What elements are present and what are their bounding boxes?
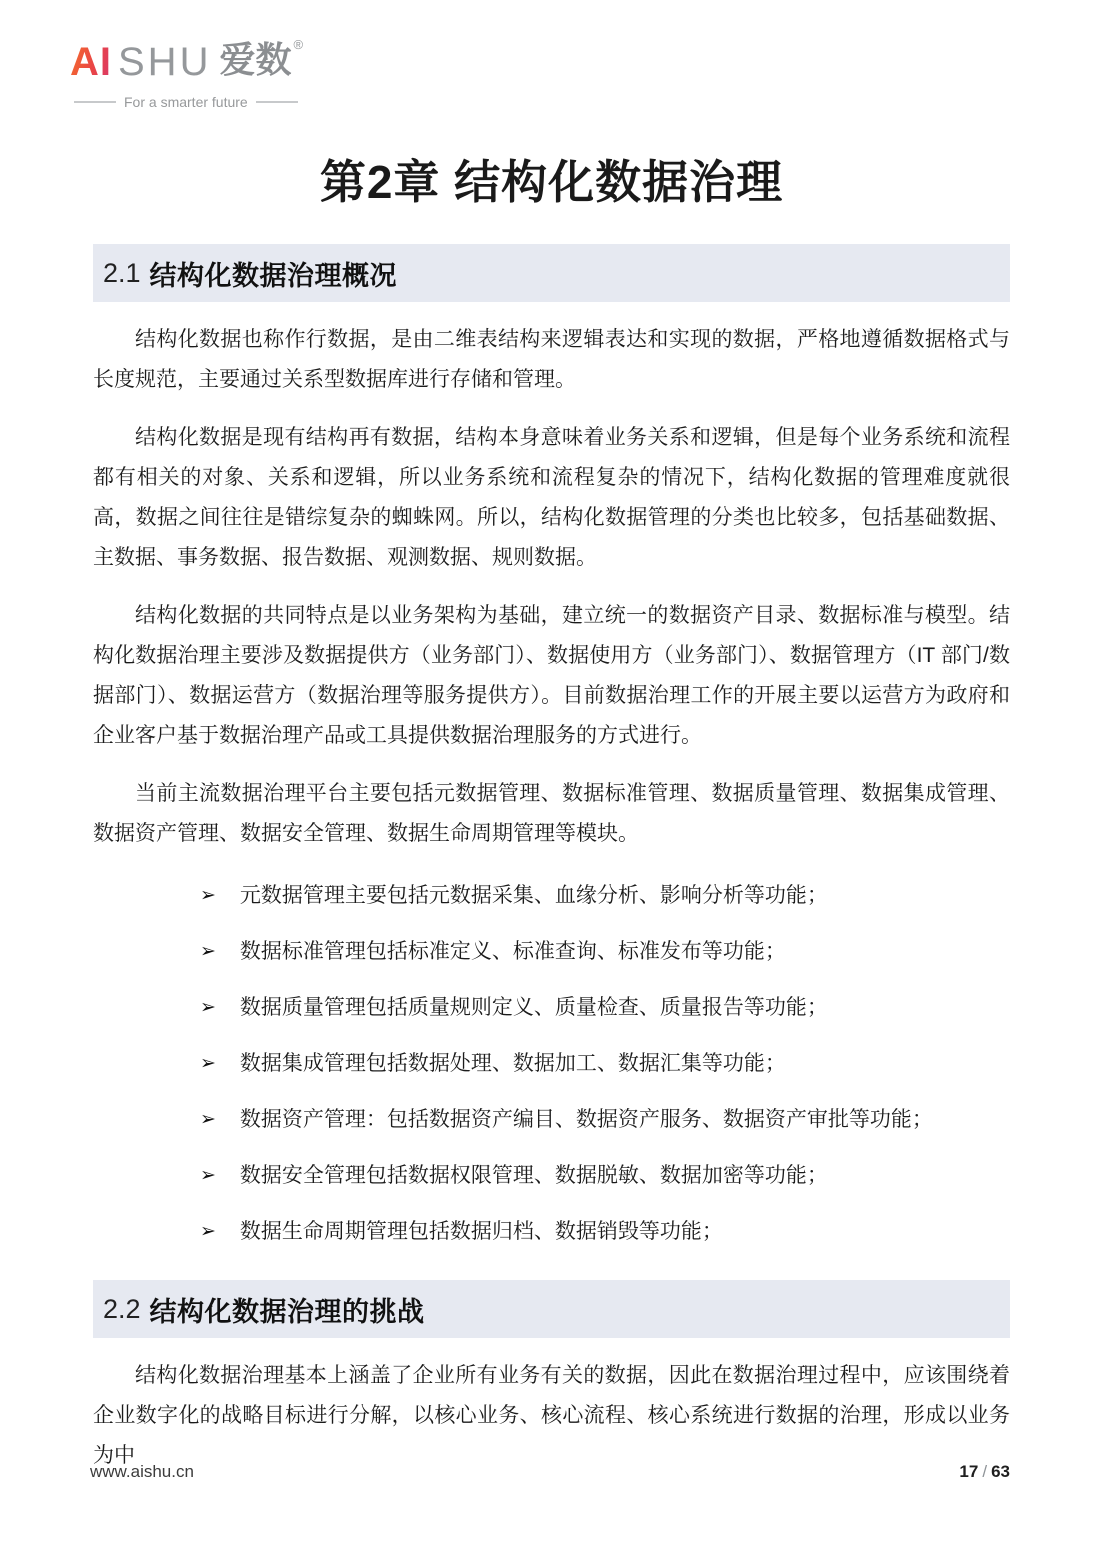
- logo-cn-text: 爱数: [219, 39, 292, 80]
- list-item: [200, 1100, 1010, 1140]
- list-item-text: 数据质量管理包括质量规则定义、质量检查、质量报告等功能；: [239, 996, 828, 1019]
- list-item-text: 数据标准管理包括标准定义、标准查询、标准发布等功能；: [239, 940, 786, 963]
- paragraph-5: 结构化数据治理基本上涵盖了企业所有业务有关的数据，因此在数据治理过程中，应该围绕着企业数字化的战略目标进行分解，以核心业务、核心流程、核心系统进行数据的治理，形成以业务为中: [93, 1364, 1010, 1467]
- arrowhead-bullet-icon: ➢: [200, 1221, 216, 1242]
- list-item-text: 数据资产管理：包括数据资产编目、数据资产服务、数据资产审批等功能；: [239, 1108, 933, 1131]
- section-number: 2.2: [103, 1293, 141, 1324]
- list-item: [200, 932, 1010, 972]
- page-footer: [90, 1462, 1010, 1482]
- chapter-title: 第2章 结构化数据治理: [319, 156, 784, 208]
- list-item-text: 数据安全管理包括数据权限管理、数据脱敏、数据加密等功能；: [239, 1164, 828, 1187]
- feature-bullet-list: [93, 876, 1010, 1252]
- page-number-separator: /: [982, 1462, 988, 1481]
- section-heading-2-2: [93, 1280, 1010, 1338]
- page-number-indicator: [959, 1462, 1010, 1482]
- list-item: [200, 1212, 1010, 1252]
- paragraph-3: 结构化数据的共同特点是以业务架构为基础，建立统一的数据资产目录、数据标准与模型。结构化数据治理主要涉及数据提供方（业务部门）、数据使用方（业务部门）、数据管理方（IT 部门/数据部门）、数据运营方（数据治理等服务提供方）。目前数据治理工作的开展主要以运营方为政府和企业客户基于数据治理产品或工具提供数据治理服务的方式进行。: [93, 604, 1010, 747]
- total-page-count: 63: [991, 1462, 1010, 1481]
- list-item-text: 元数据管理主要包括元数据采集、血缘分析、影响分析等功能；: [239, 884, 828, 907]
- document-content: [93, 0, 1010, 1476]
- logo-ai-text: AI: [70, 40, 112, 84]
- list-item-text: 数据生命周期管理包括数据归档、数据销毁等功能；: [239, 1220, 723, 1243]
- tagline-text: For a smarter future: [124, 94, 248, 110]
- logo-shu-text: SHU: [118, 40, 212, 84]
- section-number: 2.1: [103, 257, 141, 288]
- list-item-text: 数据集成管理包括数据处理、数据加工、数据汇集等功能；: [239, 1052, 786, 1075]
- arrowhead-bullet-icon: ➢: [200, 885, 216, 906]
- list-item: [200, 876, 1010, 916]
- paragraph-1: 结构化数据也称作行数据，是由二维表结构来逻辑表达和实现的数据，严格地遵循数据格式与长度规范，主要通过关系型数据库进行存储和管理。: [93, 328, 1010, 391]
- arrowhead-bullet-icon: ➢: [200, 1165, 216, 1186]
- arrowhead-bullet-icon: ➢: [200, 997, 216, 1018]
- section-heading-2-1: [93, 244, 1010, 302]
- section-title: 结构化数据治理的挑战: [149, 1296, 425, 1327]
- list-item: [200, 1044, 1010, 1084]
- section-title: 结构化数据治理概况: [149, 260, 398, 291]
- arrowhead-bullet-icon: ➢: [200, 941, 216, 962]
- current-page-number: 17: [959, 1462, 979, 1481]
- list-item: [200, 1156, 1010, 1196]
- footer-website-url: www.aishu.cn: [90, 1462, 194, 1481]
- paragraph-2: 结构化数据是现有结构再有数据，结构本身意味着业务关系和逻辑，但是每个业务系统和流程都有相关的对象、关系和逻辑，所以业务系统和流程复杂的情况下，结构化数据的管理难度就很高，数据之间往往是错综复杂的蜘蛛网。所以，结构化数据管理的分类也比较多，包括基础数据、主数据、事务数据、报告数据、观测数据、规则数据。: [93, 426, 1010, 569]
- arrowhead-bullet-icon: ➢: [200, 1053, 216, 1074]
- list-item: [200, 988, 1010, 1028]
- arrowhead-bullet-icon: ➢: [200, 1109, 216, 1130]
- registered-trademark-icon: ®: [293, 37, 304, 52]
- paragraph-4: 当前主流数据治理平台主要包括元数据管理、数据标准管理、数据质量管理、数据集成管理、数据资产管理、数据安全管理、数据生命周期管理等模块。: [93, 782, 1010, 845]
